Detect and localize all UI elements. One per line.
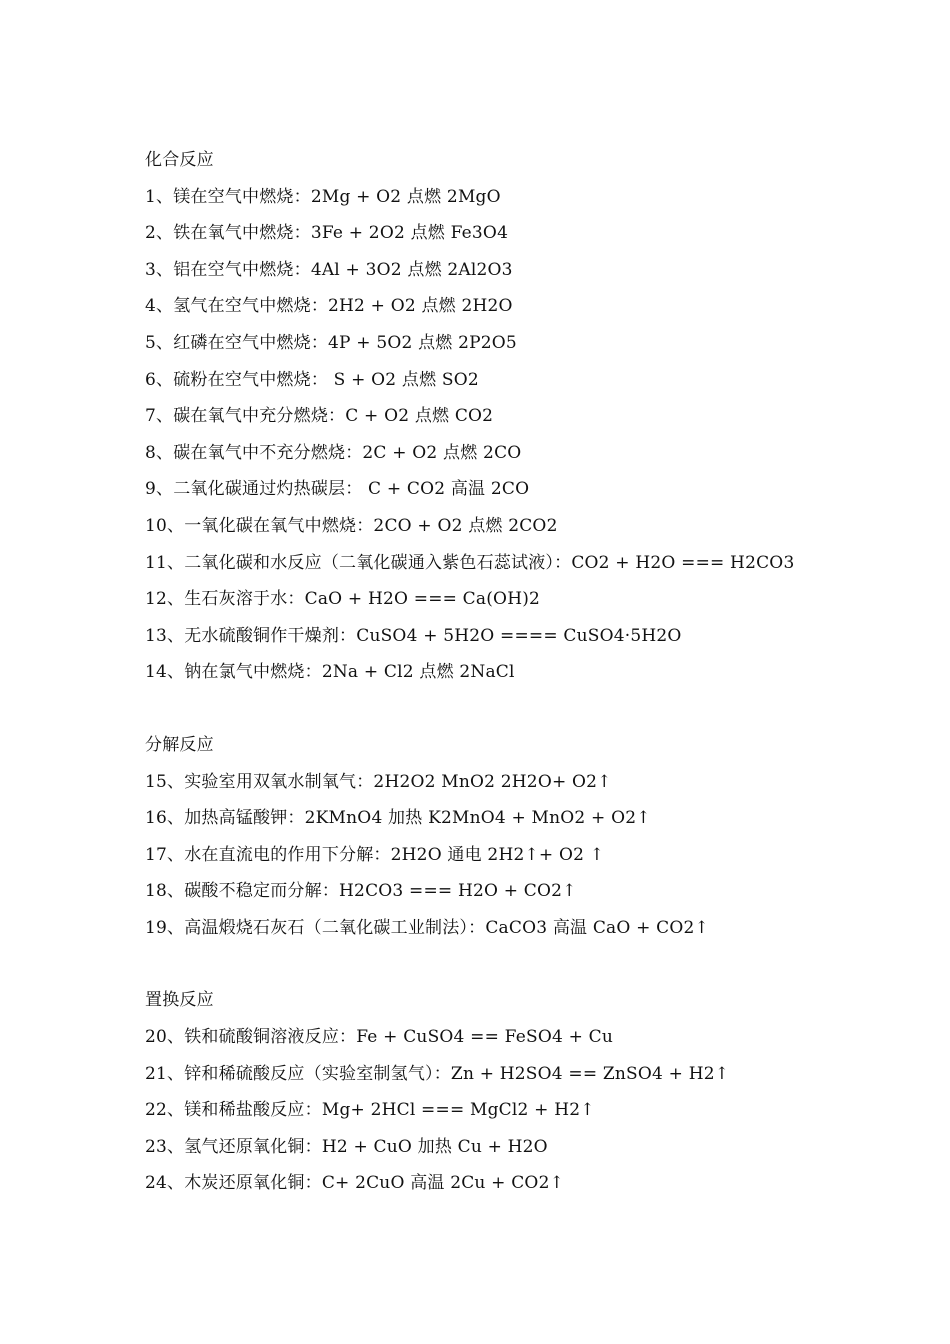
equation-line: 14、钠在氯气中燃烧：2Na + Cl2 点燃 2NaCl — [145, 662, 515, 683]
equation-line: 23、氢气还原氧化铜：H2 + CuO 加热 Cu + H2O — [145, 1136, 548, 1157]
equation-line: 3、铝在空气中燃烧：4Al + 3O2 点燃 2Al2O3 — [145, 259, 513, 280]
equation-line: 13、无水硫酸铜作干燥剂：CuSO4 + 5H2O ==== CuSO4·5H2O — [145, 625, 682, 646]
equation-line: 19、高温煅烧石灰石（二氧化碳工业制法）：CaCO3 高温 CaO + CO2↑ — [145, 917, 709, 938]
equation-line: 15、实验室用双氧水制氧气：2H2O2 MnO2 2H2O+ O2↑ — [145, 771, 612, 792]
section-heading: 分解反应 — [145, 734, 214, 755]
equation-line: 4、氢气在空气中燃烧：2H2 + O2 点燃 2H2O — [145, 296, 513, 317]
equation-line: 17、水在直流电的作用下分解：2H2O 通电 2H2↑+ O2 ↑ — [145, 844, 605, 865]
equation-line: 24、木炭还原氧化铜：C+ 2CuO 高温 2Cu + CO2↑ — [145, 1173, 565, 1194]
equation-line: 8、碳在氧气中不充分燃烧：2C + O2 点燃 2CO — [145, 442, 522, 463]
equation-line: 7、碳在氧气中充分燃烧：C + O2 点燃 CO2 — [145, 406, 494, 427]
equation-line: 6、硫粉在空气中燃烧： S + O2 点燃 SO2 — [145, 369, 479, 390]
section-heading: 化合反应 — [145, 150, 214, 170]
equation-line: 10、一氧化碳在氧气中燃烧：2CO + O2 点燃 2CO2 — [145, 515, 558, 536]
equation-line: 20、铁和硫酸铜溶液反应：Fe + CuSO4 == FeSO4 + Cu — [145, 1027, 613, 1048]
equation-line: 9、二氧化碳通过灼热碳层： C + CO2 高温 2CO — [145, 479, 530, 500]
equation-line: 2、铁在氧气中燃烧：3Fe + 2O2 点燃 Fe3O4 — [145, 223, 509, 244]
equation-line: 11、二氧化碳和水反应（二氧化碳通入紫色石蕊试液）：CO2 + H2O === H2CO3 — [145, 552, 795, 573]
equation-line: 21、锌和稀硫酸反应（实验室制氢气）：Zn + H2SO4 == ZnSO4 + H2↑ — [145, 1063, 730, 1084]
equation-line: 18、碳酸不稳定而分解：H2CO3 === H2O + CO2↑ — [145, 881, 577, 902]
document-page — [145, 142, 925, 1202]
section-decomposition-reactions — [145, 727, 925, 947]
section-heading: 置换反应 — [145, 990, 214, 1011]
section-combination-reactions — [145, 142, 925, 691]
equation-line: 22、镁和稀盐酸反应：Mg+ 2HCl === MgCl2 + H2↑ — [145, 1100, 595, 1121]
equation-line: 1、镁在空气中燃烧：2Mg + O2 点燃 2MgO — [145, 186, 501, 207]
section-displacement-reactions — [145, 982, 925, 1202]
equation-line: 5、红磷在空气中燃烧：4P + 5O2 点燃 2P2O5 — [145, 332, 517, 353]
equation-line: 12、生石灰溶于水：CaO + H2O === Ca(OH)2 — [145, 589, 541, 610]
equation-line: 16、加热高锰酸钾：2KMnO4 加热 K2MnO4 + MnO2 + O2↑ — [145, 808, 651, 829]
